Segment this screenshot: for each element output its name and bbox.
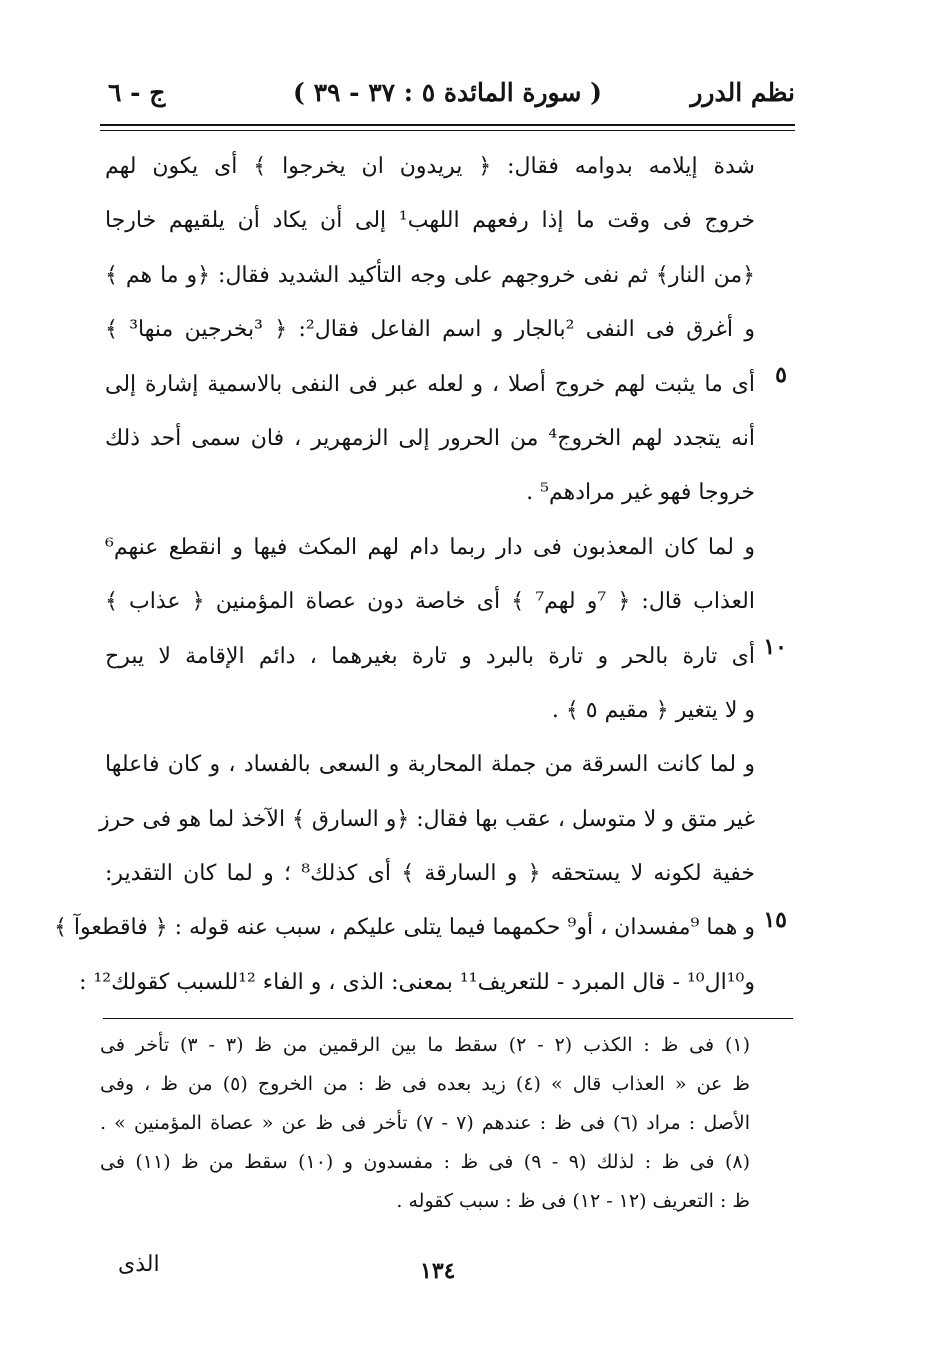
header-rule-thick [100,124,795,126]
header-rule-thin [100,130,795,131]
text-line: شدة إيلامه بدوامه فقال: ﴿ يريدون ان يخرجوا ﴾ أى يكون لهم [105,154,755,179]
running-header [100,78,795,122]
text-line: و¹⁰ال¹⁰ - قال المبرد - للتعريف¹¹ بمعنى: الذى ، و الفاء ¹²للسبب كقولك¹² : [79,969,755,995]
catchword: الذى [118,1252,160,1277]
text-line: خروجا فهو غير مرادهم⁵ . [526,480,755,506]
text-line: و هما ⁹مفسدان ، أو⁹ حكمهما فيما يتلى عليكم ، سبب عنه قوله : ﴿ فاقطعوآ ﴾ [53,915,755,941]
surah-reference: ( سورة المائدة ٥ : ٣٧ - ٣٩ ) [293,78,602,107]
footnote-line: (٨) فى ظ : لذلك (٩ - ٩) فى ظ : مفسدون و (١٠) سقط من ظ (١١) فى [100,1151,750,1173]
text-line: العذاب قال: ﴿ ⁷و لهم⁷ ﴾ أى خاصة دون عصاة المؤمنين ﴿ عذاب ﴾ [105,589,755,615]
text-line: غير متق و لا متوسل ، عقب بها فقال: ﴿و السارق ﴾ الآخذ لما هو فى حرز [98,806,755,832]
text-line: خفية لكونه لا يستحقه ﴿ و السارقة ﴾ أى كذلك⁸ ؛ و لما كان التقدير: [105,861,755,887]
main-text [53,140,755,1010]
footnote-line: ظ عن « العذاب قال » (٤) زيد بعده فى ظ : من الخروج (٥) من ظ ، وفى [100,1073,751,1095]
page-number: ١٣٤ [420,1258,456,1284]
line-number-5: ٥ [775,362,787,388]
text-line: خروج فى وقت ما إذا رفعهم اللهب¹ إلى أن يكاد أن يلقيهم خارجا [105,208,755,234]
text-line: أى تارة بالحر و تارة بالبرد و تارة بغيرهما ، دائم الإقامة لا يبرح [105,643,755,669]
text-line: ﴿من النار﴾ ثم نفى خروجهم على وجه التأكيد الشديد فقال: ﴿و ما هم ﴾ [105,262,755,288]
text-line: و أغرق فى النفى ²بالجار و اسم الفاعل فقال²: ﴿ ³بخرجين منها³ ﴾ [105,317,755,343]
footnote-line: الأصل : مراد (٦) فى ظ : عندهم (٧ - ٧) تأخر فى ظ عن « عصاة المؤمنين » . [100,1112,750,1134]
footnotes [100,1026,750,1221]
line-number-10: ١٠ [763,634,787,660]
text-line: و لا يتغير ﴿ مقيم ٥ ﴾ . [551,697,755,723]
text-line: و لما كان المعذبون فى دار ربما دام لهم المكث فيها و انقطع عنهم⁶ [105,534,755,560]
footnote-line: ظ : التعريف (١٢ - ١٢) فى ظ : سبب كقوله . [396,1190,750,1212]
text-line: و لما كانت السرقة من جملة المحاربة و السعى بالفساد ، و كان فاعلها [105,752,755,778]
book-title: نظم الدرر [690,78,795,107]
volume-number: ج - ٦ [108,78,166,107]
text-line: أنه يتجدد لهم الخروج⁴ من الحرور إلى الزمهرير ، فان سمى أحد ذلك [105,425,755,451]
line-number-15: ١٥ [763,907,787,933]
footnote-rule [103,1018,793,1019]
text-line: أى ما يثبت لهم خروج أصلا ، و لعله عبر فى النفى بالاسمية إشارة إلى [105,371,755,397]
footnote-line: (١) فى ظ : الكذب (٢ - ٢) سقط ما بين الرقمين من ظ (٣ - ٣) تأخر فى [100,1034,751,1056]
